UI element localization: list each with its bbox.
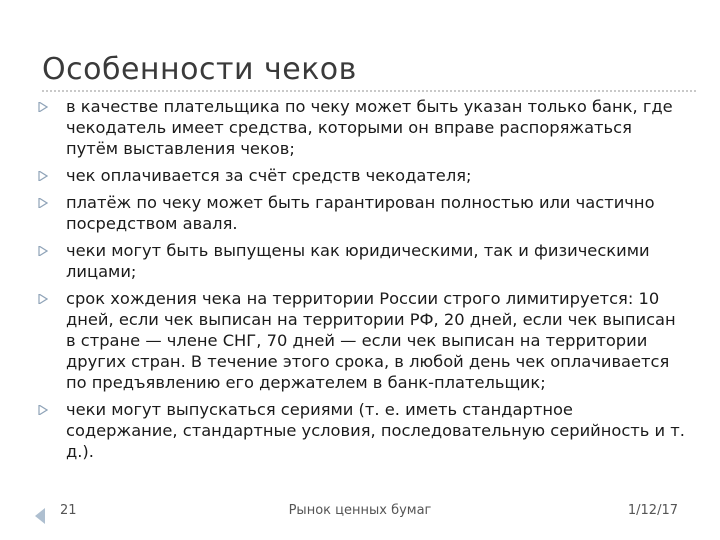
slide-number: 21 (60, 503, 77, 518)
bullet-item (36, 399, 686, 462)
arrow-bullet-icon (38, 246, 48, 256)
arrow-bullet-icon (38, 294, 48, 304)
arrow-bullet-icon (38, 102, 48, 112)
bullet-item (36, 96, 686, 159)
title-divider (42, 90, 696, 92)
bullet-item (36, 192, 686, 234)
bullet-text: платёж по чеку может быть гарантирован полностью или частично посредством аваля. (66, 193, 655, 233)
bullet-text: в качестве плательщика по чеку может быть указан только банк, где чекодатель имеет средства, которыми он вправе распоряжаться путём выставления чеков; (66, 97, 673, 158)
bullet-text: чеки могут быть выпущены как юридическими, так и физическими лицами; (66, 241, 650, 281)
slide-title: Особенности чеков (42, 52, 357, 87)
bullet-item (36, 165, 686, 186)
footer-date: 1/12/17 (627, 503, 678, 518)
bullet-item (36, 240, 686, 282)
bullet-list (36, 96, 686, 468)
arrow-bullet-icon (38, 405, 48, 415)
footer-title: Рынок ценных бумаг (288, 503, 432, 518)
bullet-item (36, 288, 686, 393)
bullet-text: чеки могут выпускаться сериями (т. е. иметь стандартное содержание, стандартные условия, последовательную серийность и т. д.). (66, 400, 685, 461)
arrow-bullet-icon (38, 171, 48, 181)
bullet-text: срок хождения чека на территории России строго лимитируется: 10 дней, если чек выписан на территории РФ, 20 дней, если чек выписан в стране — члене СНГ, 70 дней — если чек выписан на территории других стран. В течение этого срока, в любой день чек оплачивается по предъявлению его держателем в банк-плательщик; (66, 289, 676, 392)
bullet-text: чек оплачивается за счёт средств чекодателя; (66, 166, 472, 185)
arrow-bullet-icon (38, 198, 48, 208)
